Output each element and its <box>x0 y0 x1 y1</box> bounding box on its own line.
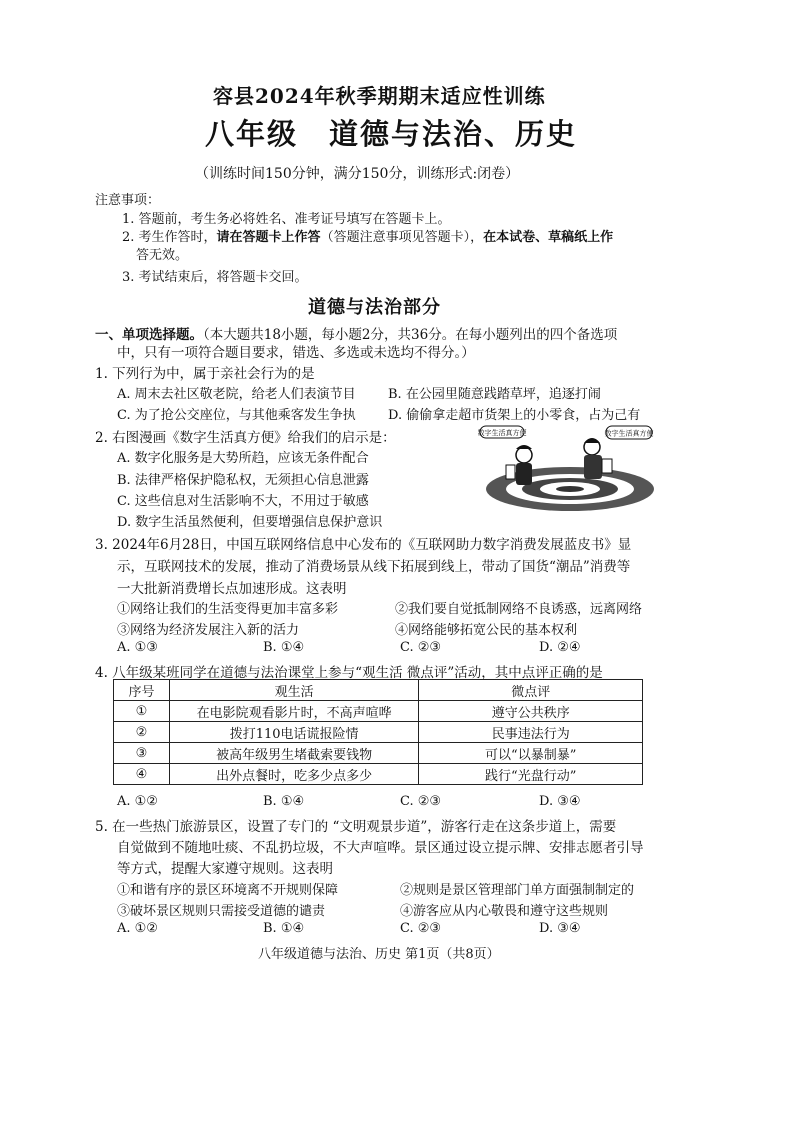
part1-desc: 中，只有一项符合题目要求，错选、多选或未选均不得分。） <box>117 345 475 361</box>
q4-stem: 4. 八年级某班同学在道德与法治课堂上参与“观生活 微点评”活动，其中点评正确的是 <box>95 665 603 681</box>
person-right-icon <box>584 438 612 479</box>
table-row <box>114 764 643 785</box>
q5-stem-line-2: 自觉做到不随地吐痰、不乱扔垃圾，不大声喧哗。景区通过设立提示牌、安排志愿者引导 <box>117 840 644 856</box>
q4-table <box>113 679 643 785</box>
q1-option-b: B. 在公园里随意践踏草坪，追逐打闹 <box>388 387 601 402</box>
q5-statement-1: ①和谐有序的景区环境离不开规则保障 <box>117 883 339 898</box>
exam-info: （训练时间150分钟，满分150分，训练形式:闭卷） <box>195 166 520 182</box>
table-cell: 践行“光盘行动” <box>419 764 643 785</box>
q4-option-d: D. ③④ <box>539 794 581 809</box>
table-row <box>114 743 643 764</box>
q5-statement-4: ④游客应从内心敬畏和遵守这些规则 <box>400 904 609 919</box>
q3-option-b: B. ①④ <box>263 640 305 655</box>
part1-heading: 一、单项选择题。（本大题共18小题，每小题2分，共36分。在每小题列出的四个备选项 <box>95 327 618 343</box>
q4-option-b: B. ①④ <box>263 794 305 809</box>
table-cell: 在电影院观看影片时，不高声喧哗 <box>169 701 419 722</box>
q3-stem-line-3: 一大批新消费增长点加速形成。这表明 <box>117 581 347 597</box>
q3-statement-1: ①网络让我们的生活变得更加丰富多彩 <box>117 602 339 617</box>
q1-stem: 1. 下列行为中，属于亲社会行为的是 <box>95 366 315 382</box>
table-row <box>114 722 643 743</box>
section-title: 道德与法治部分 <box>308 297 441 318</box>
notice-item-2: 2. 考生作答时，请在答题卡上作答（答题注意事项见答题卡），在本试卷、草稿纸上作 <box>122 230 614 245</box>
exam-subject: 八年级 道德与法治、历史 <box>205 117 578 151</box>
q2-option-b: B. 法律严格保护隐私权，无须担心信息泄露 <box>117 473 369 488</box>
table-cell: 民事违法行为 <box>419 722 643 743</box>
q3-option-a: A. ①③ <box>117 640 158 655</box>
table-header-cell: 观生活 <box>169 680 419 701</box>
table-cell: ② <box>114 722 170 743</box>
page-footer: 八年级道德与法治、历史 第1页（共8页） <box>258 947 500 962</box>
table-cell: ③ <box>114 743 170 764</box>
q1-option-a: A. 周末去社区敬老院，给老人们表演节目 <box>117 387 356 402</box>
q3-stem-line-2: 示，互联网技术的发展，推动了消费场景从线下拓展到线上，带动了国货“潮品”消费等 <box>117 559 631 575</box>
q5-statement-3: ③破坏景区规则只需接受道德的谴责 <box>117 904 326 919</box>
q5-stem-line-1: 5. 在一些热门旅游景区，设置了专门的 “文明观景步道”，游客行走在这条步道上，需要 <box>95 819 617 835</box>
q2-stem: 2. 右图漫画《数字生活真方便》给我们的启示是： <box>95 430 396 446</box>
q2-option-d: D. 数字生活虽然便利，但要增强信息保护意识 <box>117 515 383 530</box>
person-left-icon <box>506 445 532 485</box>
table-row <box>114 701 643 722</box>
table-header-cell: 序号 <box>114 680 170 701</box>
q5-option-d: D. ③④ <box>539 921 581 936</box>
table-cell: 出外点餐时，吃多少点多少 <box>169 764 419 785</box>
notice-item-2-cont: 答无效。 <box>136 248 189 263</box>
notice-label: 注意事项： <box>95 193 161 208</box>
q3-stem-line-1: 3. 2024年6月28日，中国互联网络信息中心发布的《互联网助力数字消费发展蓝皮书》显 <box>95 537 632 553</box>
q3-option-d: D. ②④ <box>539 640 581 655</box>
q3-option-c: C. ②③ <box>400 640 442 655</box>
speech-bubble-text: 数字生活真方便 <box>604 429 654 438</box>
q5-option-a: A. ①② <box>117 921 158 936</box>
table-cell: 拨打110电话谎报险情 <box>169 722 419 743</box>
table-cell: ④ <box>114 764 170 785</box>
exam-title: 容县2024年秋季期期末适应性训练 <box>213 84 546 108</box>
q5-option-c: C. ②③ <box>400 921 442 936</box>
table-cell: 被高年级男生堵截索要钱物 <box>169 743 419 764</box>
table-cell: 可以“以暴制暴” <box>419 743 643 764</box>
q1-option-c: C. 为了抢公交座位，与其他乘客发生争执 <box>117 408 356 423</box>
q2-option-c: C. 这些信息对生活影响不大，不用过于敏感 <box>117 494 369 509</box>
q5-stem-line-3: 等方式，提醒大家遵守规则。这表明 <box>117 861 333 877</box>
table-cell: 遵守公共秩序 <box>419 701 643 722</box>
q4-option-c: C. ②③ <box>400 794 442 809</box>
table-cell: ① <box>114 701 170 722</box>
q3-statement-3: ③网络为经济发展注入新的活力 <box>117 623 300 638</box>
q3-statement-2: ②我们要自觉抵制网络不良诱惑，远离网络 <box>395 602 643 617</box>
q5-statement-2: ②规则是景区管理部门单方面强制制定的 <box>400 883 635 898</box>
q1-option-d: D. 偷偷拿走超市货架上的小零食，占为己有 <box>388 408 641 423</box>
q5-option-b: B. ①④ <box>263 921 305 936</box>
q4-option-a: A. ①② <box>117 794 158 809</box>
table-header-row <box>114 680 643 701</box>
notice-item-3: 3. 考试结束后，将答题卡交回。 <box>122 270 308 285</box>
table-header-cell: 微点评 <box>419 680 643 701</box>
comic-illustration <box>478 425 658 515</box>
speech-bubble-left-text: 数字生活真方便 <box>478 429 527 437</box>
notice-item-1: 1. 答题前，考生务必将姓名、准考证号填写在答题卡上。 <box>122 212 451 227</box>
q2-option-a: A. 数字化服务是大势所趋，应该无条件配合 <box>117 451 369 466</box>
q3-statement-4: ④网络能够拓宽公民的基本权利 <box>395 623 578 638</box>
